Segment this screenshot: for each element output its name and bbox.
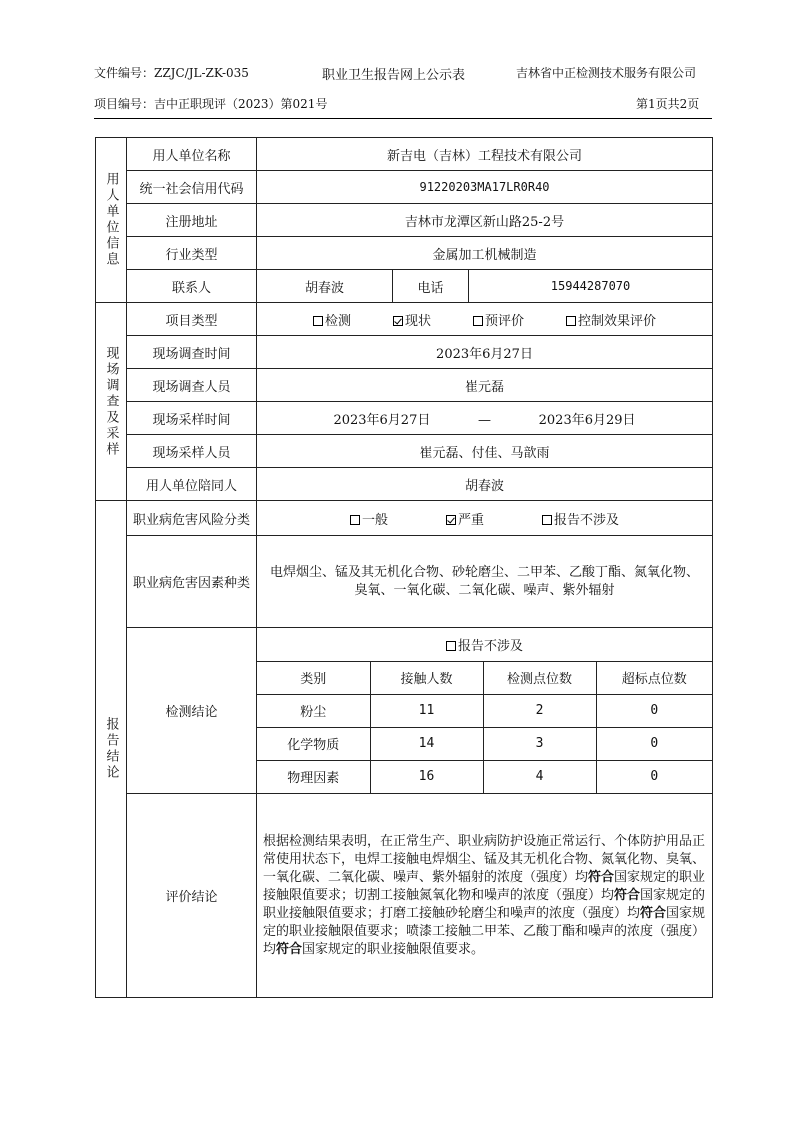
points-cell: 3	[483, 727, 596, 760]
evaluation-conclusion: 根据检测结果表明，在正常生产、职业病防护设施正常运行、个体防护用品正常使用状态下，电焊工接触电焊烟尘、锰及其无机化合物、氮氧化物、臭氧、一氧化碳、二氧化碳、噪声、紫外辐射的浓度（强度）均符合国家规定的职业接触限值要求；切割工接触氮氧化物和噪声的浓度（强度）均符合国家规定的职业接触限值要求；打磨工接触砂轮磨尘和噪声的浓度（强度）均符合国家规定的职业接触限值要求；喷漆工接触二甲苯、乙酸丁酯和噪声的浓度（强度）均符合国家规定的职业接触限值要求。	[257, 794, 713, 998]
exceed-cell: 0	[596, 694, 712, 727]
industry-label: 行业类型	[127, 237, 257, 270]
table-row	[257, 694, 712, 727]
checkbox-icon	[473, 316, 483, 326]
samplers: 崔元磊、付佳、马歆雨	[257, 435, 713, 468]
risk-option[interactable]: 一般	[350, 509, 388, 528]
points-cell: 2	[483, 694, 596, 727]
checkbox-checked-icon	[446, 515, 456, 525]
sampler-label: 现场采样人员	[127, 435, 257, 468]
risk-label: 职业病危害风险分类	[127, 501, 257, 536]
project-type-option[interactable]: 预评价	[473, 310, 524, 329]
escort: 胡春波	[257, 468, 713, 501]
detection-results	[257, 628, 713, 794]
project-number: 项目编号：吉中正职现评（2023）第021号	[94, 97, 328, 111]
detect-label: 检测结论	[127, 628, 257, 794]
column-header: 接触人数	[370, 661, 483, 694]
risk-option[interactable]: 严重	[446, 509, 484, 528]
disclosure-table	[95, 137, 713, 998]
sampling-start: 2023年6月27日	[333, 412, 431, 428]
phone-number: 15944287070	[469, 270, 713, 303]
page-number: 第1页共2页	[636, 97, 700, 111]
exposed-count-cell: 16	[370, 760, 483, 793]
eval-label: 评价结论	[127, 794, 257, 998]
detection-table	[257, 628, 712, 793]
detect-not-involved[interactable]: 报告不涉及	[257, 628, 712, 661]
phone-label: 电话	[393, 270, 469, 303]
surveyor: 崔元磊	[257, 369, 713, 402]
sampling-time-label: 现场采样时间	[127, 402, 257, 435]
exposed-count-cell: 14	[370, 727, 483, 760]
section-employer: 用人单位信息	[96, 138, 127, 303]
address-label: 注册地址	[127, 204, 257, 237]
contact-person: 胡春波	[257, 270, 393, 303]
checkbox-icon	[542, 515, 552, 525]
risk-options	[257, 501, 713, 536]
sampling-separator: —	[478, 412, 491, 428]
section-survey: 现场调查及采样	[96, 303, 127, 501]
company-name: 吉林省中正检测技术服务有限公司	[516, 66, 697, 80]
category-cell: 粉尘	[257, 694, 370, 727]
project-type-option[interactable]: 现状	[393, 310, 431, 329]
project-type-label: 项目类型	[127, 303, 257, 336]
category-cell: 物理因素	[257, 760, 370, 793]
checkbox-icon	[313, 316, 323, 326]
credit-code-label: 统一社会信用代码	[127, 171, 257, 204]
project-type-option[interactable]: 检测	[313, 310, 351, 329]
project-type-option[interactable]: 控制效果评价	[566, 310, 656, 329]
credit-code: 91220203MA17LR0R40	[257, 171, 713, 204]
header-divider	[94, 118, 712, 119]
hazard-factors: 电焊烟尘、锰及其无机化合物、砂轮磨尘、二甲苯、乙酸丁酯、氮氧化物、臭氧、一氧化碳、二氧化碳、噪声、紫外辐射	[257, 536, 713, 628]
survey-time: 2023年6月27日	[257, 336, 713, 369]
checkbox-icon	[566, 316, 576, 326]
escort-label: 用人单位陪同人	[127, 468, 257, 501]
points-cell: 4	[483, 760, 596, 793]
employer-name-label: 用人单位名称	[127, 138, 257, 171]
checkbox-icon	[446, 641, 456, 651]
table-row	[257, 727, 712, 760]
employer-name: 新吉电（吉林）工程技术有限公司	[257, 138, 713, 171]
project-type-options	[257, 303, 713, 336]
exposed-count-cell: 11	[370, 694, 483, 727]
survey-time-label: 现场调查时间	[127, 336, 257, 369]
exceed-cell: 0	[596, 727, 712, 760]
doc-number: 文件编号：ZZJC/JL-ZK-035	[94, 66, 249, 80]
exceed-cell: 0	[596, 760, 712, 793]
column-header: 检测点位数	[483, 661, 596, 694]
table-row	[257, 760, 712, 793]
checkbox-checked-icon	[393, 316, 403, 326]
surveyor-label: 现场调查人员	[127, 369, 257, 402]
sampling-end: 2023年6月29日	[538, 412, 636, 428]
column-header: 类别	[257, 661, 370, 694]
contact-label: 联系人	[127, 270, 257, 303]
category-cell: 化学物质	[257, 727, 370, 760]
checkbox-icon	[350, 515, 360, 525]
form-title: 职业卫生报告网上公示表	[322, 68, 466, 83]
sampling-time	[257, 402, 713, 435]
address: 吉林市龙潭区新山路25-2号	[257, 204, 713, 237]
industry: 金属加工机械制造	[257, 237, 713, 270]
factors-label: 职业病危害因素种类	[127, 536, 257, 628]
section-conclusion: 报告结论	[96, 501, 127, 998]
risk-option[interactable]: 报告不涉及	[542, 509, 619, 528]
column-header: 超标点位数	[596, 661, 712, 694]
